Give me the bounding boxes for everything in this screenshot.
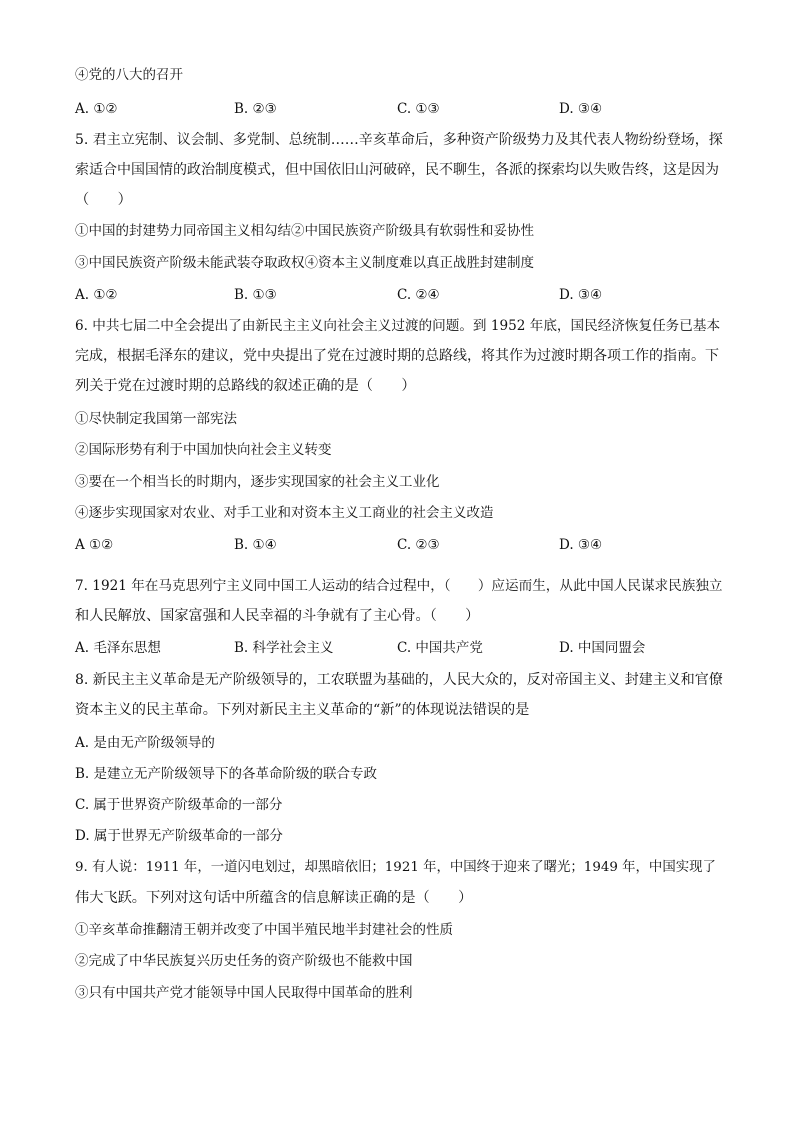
q4-option-a[interactable]: A. ①② (75, 101, 118, 117)
q7-option-c[interactable]: C. 中国共产党 (397, 640, 483, 656)
q6-stem-line-1: 6. 中共七届二中全会提出了由新民主主义向社会主义过渡的问题。到 1952 年底，国民经济恢复任务已基本 (75, 318, 721, 334)
q6-item-4: ④逐步实现国家对农业、对手工业和对资本主义工商业的社会主义改造 (75, 505, 494, 521)
q9-item-3: ③只有中国共产党才能领导中国人民取得中国革命的胜利 (75, 985, 413, 1001)
q8-option-d[interactable]: D. 属于世界无产阶级革命的一部分 (75, 828, 283, 844)
q6-option-c[interactable]: C. ②③ (397, 537, 440, 553)
q7-option-d[interactable]: D. 中国同盟会 (559, 640, 646, 656)
q8-option-a[interactable]: A. 是由无产阶级领导的 (75, 735, 215, 751)
q6-stem-line-2: 完成，根据毛泽东的建议，党中央提出了党在过渡时期的总路线，将其作为过渡时期各项工作的指南。下 (75, 348, 719, 364)
q9-item-2: ②完成了中华民族复兴历史任务的资产阶级也不能救中国 (75, 953, 413, 969)
q4-option-c[interactable]: C. ①③ (397, 101, 440, 117)
q6-option-d[interactable]: D. ③④ (559, 537, 603, 553)
q6-option-b[interactable]: B. ①④ (234, 537, 277, 553)
q4-option-b[interactable]: B. ②③ (234, 101, 277, 117)
q9-stem-line-2: 伟大飞跃。下列对这句话中所蕴含的信息解读正确的是（ ） (75, 890, 473, 906)
q7-stem-line-1: 7. 1921 年在马克思列宁主义同中国工人运动的结合过程中，（ ）应运而生，从此中国人民谋求民族独立 (75, 578, 723, 594)
q4-item-4: ④党的八大的召开 (75, 67, 183, 83)
q5-option-d[interactable]: D. ③④ (559, 287, 603, 303)
q5-stem-line-2: 索适合中国国情的政治制度模式，但中国依旧山河破碎，民不聊生，各派的探索均以失败告终，这是因为 (75, 162, 719, 178)
q6-item-2: ②国际形势有利于中国加快向社会主义转变 (75, 442, 332, 458)
q5-item-line-1: ①中国的封建势力同帝国主义相勾结②中国民族资产阶级具有软弱性和妥协性 (75, 223, 534, 239)
q4-options (75, 100, 725, 118)
q7-options (75, 639, 725, 657)
q8-stem-line-2: 资本主义的民主革命。下列对新民主主义革命的“新”的体现说法错误的是 (75, 702, 530, 718)
q4-option-d[interactable]: D. ③④ (559, 101, 603, 117)
q6-option-a[interactable]: A ①② (75, 537, 114, 553)
q5-stem-line-3: （ ） (75, 192, 132, 208)
q6-item-3: ③要在一个相当长的时期内，逐步实现国家的社会主义工业化 (75, 474, 440, 490)
q5-option-a[interactable]: A. ①② (75, 287, 118, 303)
q5-option-c[interactable]: C. ②④ (397, 287, 440, 303)
q6-options (75, 536, 725, 554)
q8-option-b[interactable]: B. 是建立无产阶级领导下的各革命阶级的联合专政 (75, 766, 378, 782)
q5-stem-line-1: 5. 君主立宪制、议会制、多党制、总统制……辛亥革命后，多种资产阶级势力及其代表人物纷纷登场，探 (75, 132, 723, 148)
q5-item-line-2: ③中国民族资产阶级未能武装夺取政权④资本主义制度难以真正战胜封建制度 (75, 255, 534, 271)
q7-option-a[interactable]: A. 毛泽东思想 (75, 640, 161, 656)
q8-option-c[interactable]: C. 属于世界资产阶级革命的一部分 (75, 797, 283, 813)
q9-stem-line-1: 9. 有人说：1911 年，一道闪电划过，却黑暗依旧；1921 年，中国终于迎来了曙光；1949 年，中国实现了 (75, 860, 716, 875)
q8-stem-line-1: 8. 新民主主义革命是无产阶级领导的，工农联盟为基础的，人民大众的，反对帝国主义、封建主义和官僚 (75, 672, 723, 688)
q6-item-1: ①尽快制定我国第一部宪法 (75, 411, 237, 427)
q5-options (75, 286, 725, 304)
q5-option-b[interactable]: B. ①③ (234, 287, 277, 303)
q6-stem-line-3: 列关于党在过渡时期的总路线的叙述正确的是（ ） (75, 378, 416, 394)
q7-stem-line-2: 和人民解放、国家富强和人民幸福的斗争就有了主心骨。（ ） (75, 608, 480, 624)
q7-option-b[interactable]: B. 科学社会主义 (234, 640, 334, 656)
q9-item-1: ①辛亥革命推翻清王朝并改变了中国半殖民地半封建社会的性质 (75, 922, 453, 938)
